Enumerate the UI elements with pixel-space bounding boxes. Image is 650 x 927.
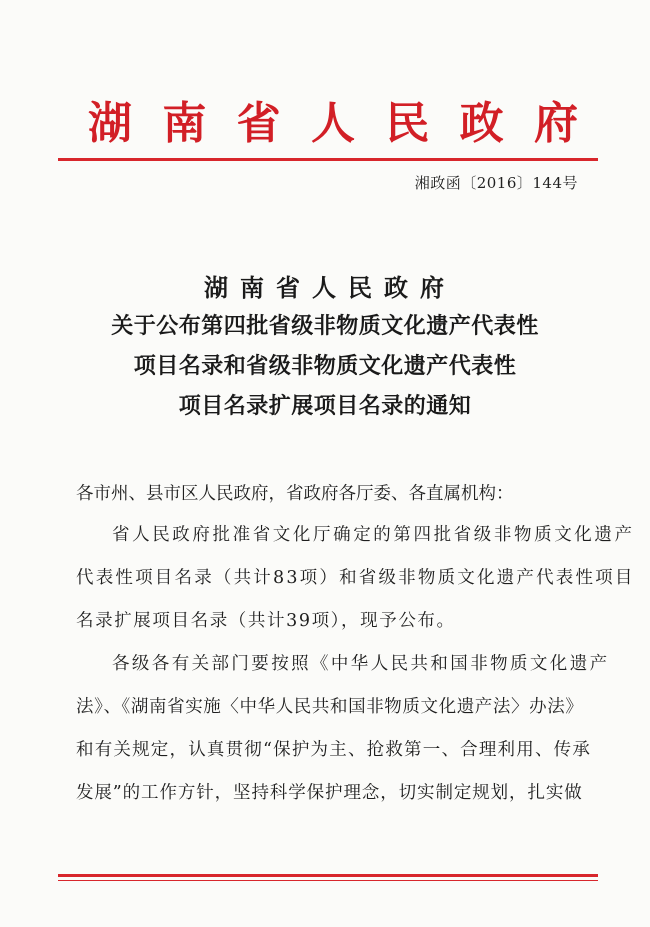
document-number: 湘政函〔2016〕144号 — [414, 174, 578, 192]
issuer-char: 人 — [310, 98, 355, 149]
paragraph-2-line-2: 法》、《湖南省实施〈中华人民共和国非物质文化遗产法〉办法》 — [76, 697, 584, 717]
issuer-char: 府 — [533, 98, 578, 149]
paragraph-2-line-4: 发展”的工作方针，坚持科学保护理念，切实制定规划，扎实做 — [76, 783, 583, 803]
header-red-rule — [58, 158, 598, 161]
title-line-4: 项目名录扩展项目名录的通知 — [178, 393, 472, 419]
salutation: 各市州、县市区人民政府，省政府各厅委、各直属机构： — [76, 484, 514, 504]
paragraph-2-line-3: 和有关规定，认真贯彻“保护为主、抢救第一、合理利用、传承 — [76, 740, 592, 760]
paragraph-1-line-1: 省人民政府批准省文化厅确定的第四批省级非物质文化遗产 — [112, 525, 635, 545]
footer-red-rule-thin — [58, 880, 598, 881]
issuer-char: 南 — [162, 98, 207, 149]
paragraph-1-line-3: 名录扩展项目名录（共计39项），现予公布。 — [76, 611, 456, 631]
issuer-char: 湖 — [88, 98, 132, 149]
title-line-2: 关于公布第四批省级非物质文化遗产代表性 — [111, 313, 539, 339]
footer-red-rule — [58, 874, 598, 877]
issuer-header — [88, 96, 578, 152]
title-line-3: 项目名录和省级非物质文化遗产代表性 — [133, 353, 517, 379]
title-line-1: 湖南省人民政府 — [204, 273, 456, 302]
issuer-char: 民 — [385, 98, 430, 149]
paragraph-2-line-1: 各级各有关部门要按照《中华人民共和国非物质文化遗产 — [112, 654, 610, 674]
paragraph-1-line-2: 代表性项目名录（共计83项）和省级非物质文化遗产代表性项目 — [76, 568, 635, 588]
issuer-char: 政 — [459, 98, 504, 149]
issuer-char: 省 — [236, 98, 281, 149]
